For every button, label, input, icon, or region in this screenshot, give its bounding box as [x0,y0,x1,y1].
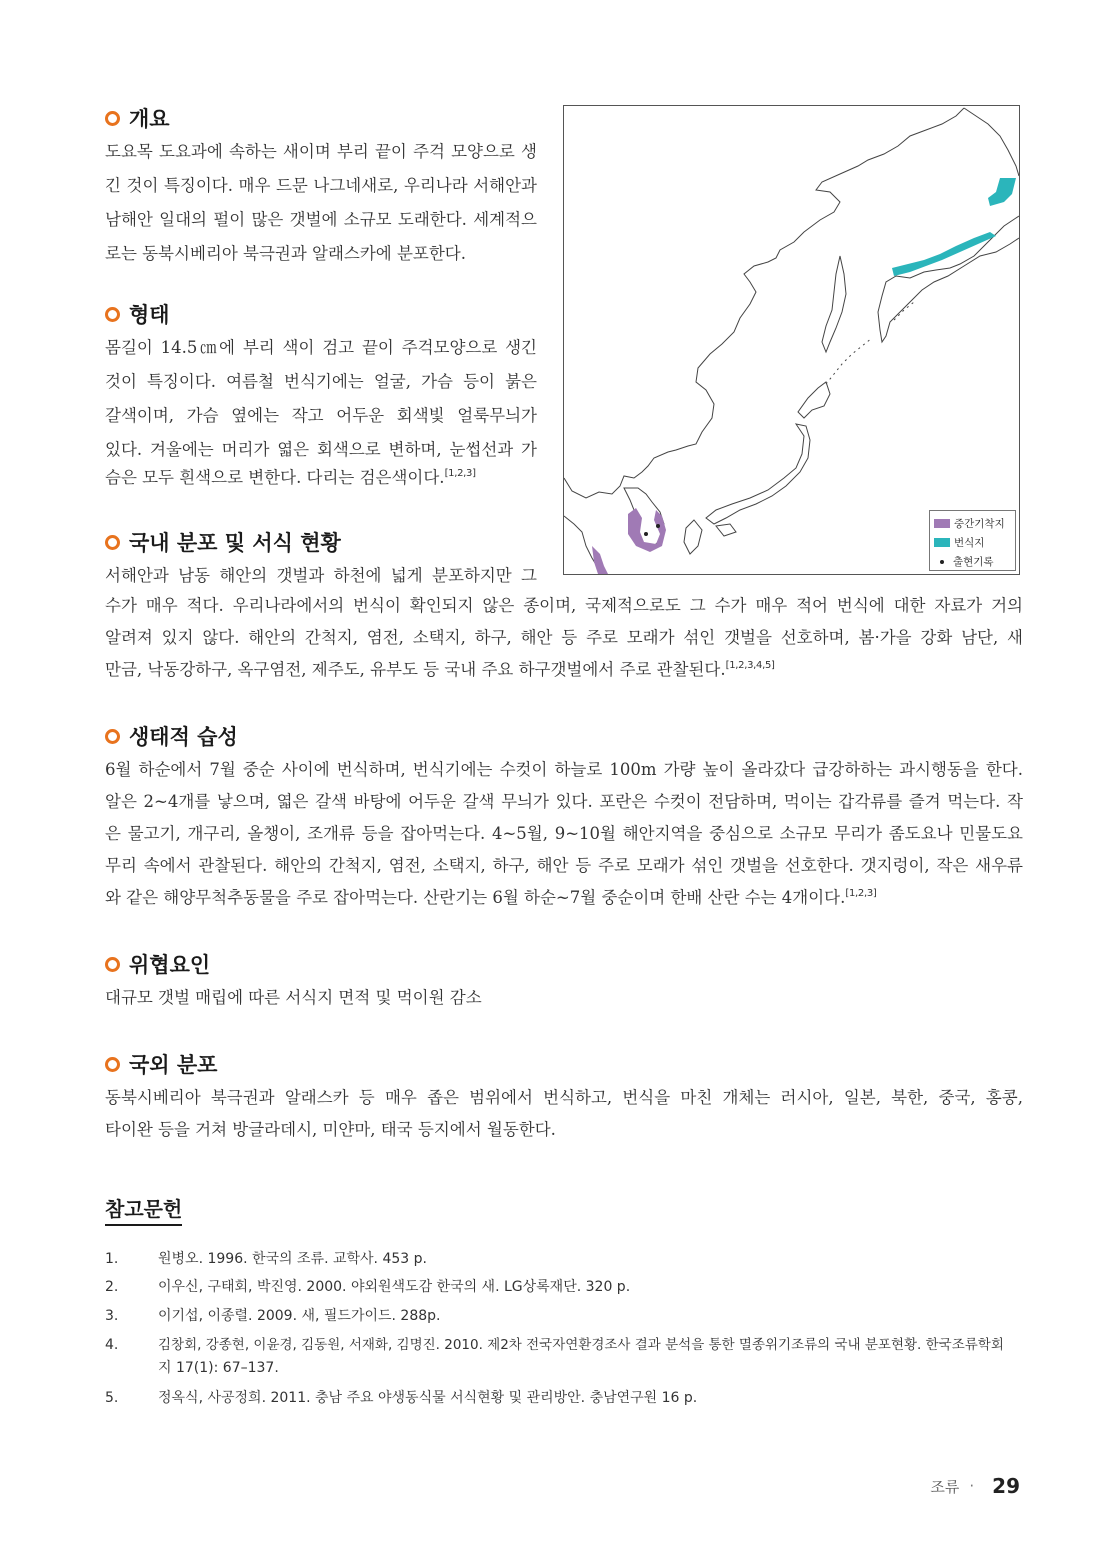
coastline-asia [564,108,964,498]
reference-number: 4. [105,1337,119,1353]
section-title: 개요 [129,107,170,131]
reference-text: 원병오. 1996. 한국의 조류. 교학사. 453 p. [158,1251,427,1267]
reference-number: 1. [105,1251,119,1267]
citation: [1,2,3] [444,468,476,479]
reference-text: 정옥식, 사공정희. 2011. 충남 주요 야생동식물 서식현황 및 관리방안. 충남연구원 16 p. [158,1390,698,1406]
cyan-swatch-icon [934,538,950,547]
text-line: 만금, 낙동강하구, 옥구염전, 제주도, 유부도 등 국내 주요 하구갯벌에서 주로 관찰된다. [105,660,726,679]
map-legend [929,510,1016,571]
coastline-shikoku [716,524,736,536]
reference-text: 지 17(1): 67–137. [158,1360,279,1376]
circle-bullet-icon [105,729,120,744]
coastline-northeast [964,108,1019,176]
legend-label: 출현기록 [953,556,994,568]
dot-icon [940,560,944,564]
text-line-with-citation [105,887,877,909]
citation: [1,2,3] [845,888,877,899]
reference-text: 이기섭, 이종렬. 2009. 새, 필드가이드. 288p. [158,1308,441,1324]
legend-label: 번식지 [954,537,985,549]
text-line: 도요목 도요과에 속하는 새이며 부리 끝이 주걱 모양으로 생 [105,142,537,161]
text-line-with-citation [105,659,775,681]
section-heading-ecology [105,721,238,751]
reference-item [0,1335,1100,1379]
text-line: 남해안 일대의 펄이 많은 갯벌에 소규모 도래한다. 세계적으 [105,210,537,229]
section-heading-threats [105,949,210,979]
breeding-area-coast [892,232,996,276]
sighting-record-dot [656,524,660,528]
section-heading-domestic [105,527,341,557]
reference-number: 3. [105,1308,119,1324]
section-heading-overview [105,103,170,133]
text-line: 6월 하순에서 7월 중순 사이에 번식하며, 번식기에는 수컷이 하늘로 100m 가량 높이 올라갔다 급강하하는 과시행동을 한다. [105,760,1023,779]
text-line: 와 같은 해양무척추동물을 주로 잡아먹는다. 산란기는 6월 하순~7월 중순이며 한배 산란 수는 4개이다. [105,888,846,907]
text-line: 동북시베리아 북극권과 알래스카 등 매우 좁은 범위에서 번식하고, 번식을 마친 개체는 러시아, 일본, 북한, 중국, 홍콩, [105,1088,1023,1107]
text-line-with-citation [105,467,476,489]
map-graphic [564,106,1019,574]
reference-text: 이우신, 구태회, 박진영. 2000. 야외원색도감 한국의 새. LG상록재단. 320 p. [158,1279,631,1295]
coastline-kyushu [684,520,702,554]
purple-swatch-icon [934,519,950,528]
page-number: 29 [992,1474,1020,1498]
circle-bullet-icon [105,111,120,126]
section-title: 형태 [129,303,170,327]
footer-category: 조류 [930,1477,960,1496]
circle-bullet-icon [105,535,120,550]
text-line: 것이 특징이다. 여름철 번식기에는 얼굴, 가슴 등이 붉은 [105,372,537,391]
footer-separator: · [969,1477,975,1495]
legend-item-sighting [934,554,994,569]
reference-number: 2. [105,1279,119,1295]
coastline-kamchatka [878,216,1019,342]
citation: [1,2,3,4,5] [725,660,775,671]
text-line: 알려져 있지 않다. 해안의 간척지, 염전, 소택지, 하구, 해안 등 주로 모래가 섞인 갯벌을 선호하며, 봄·가을 강화 남단, 새 [105,628,1023,647]
legend-item-stopover [934,516,1005,531]
text-line: 갈색이며, 가슴 옆에는 작고 어두운 회색빛 얼룩무늬가 [105,406,537,425]
text-line: 서해안과 남동 해안의 갯벌과 하천에 넓게 분포하지만 그 [105,566,537,585]
legend-item-breeding [934,535,984,550]
text-line: 슴은 모두 흰색으로 변한다. 다리는 검은색이다. [105,468,445,487]
coastline-honshu [706,424,810,524]
text-line: 무리 속에서 관찰된다. 해안의 간척지, 염전, 소택지, 하구, 해안 등 주로 모래가 섞인 갯벌을 선호한다. 갯지렁이, 작은 새우류 [105,856,1023,875]
section-title: 국외 분포 [129,1053,218,1077]
section-heading-morphology [105,299,170,329]
text-line: 긴 것이 특징이다. 매우 드문 나그네새로, 우리나라 서해안과 [105,176,537,195]
breeding-area-chukotka [988,178,1016,206]
stopover-area-korea [628,508,666,552]
circle-bullet-icon [105,307,120,322]
reference-number: 5. [105,1390,119,1406]
section-heading-foreign [105,1049,217,1079]
sighting-record-dot [644,532,648,536]
text-line: 타이완 등을 거쳐 방글라데시, 미얀마, 태국 등지에서 월동한다. [105,1120,556,1139]
page-footer [930,1474,1020,1498]
text-line: 은 물고기, 개구리, 올챙이, 조개류 등을 잡아먹는다. 4~5월, 9~10월 해안지역을 중심으로 소규모 무리가 좀도요나 민물도요 [105,824,1023,843]
stopover-area-china [592,546,608,574]
circle-bullet-icon [105,1057,120,1072]
text-line: 있다. 겨울에는 머리가 엷은 회색으로 변하며, 눈썹선과 가 [105,440,537,459]
references-title: 참고문헌 [105,1193,182,1226]
coastline-hokkaido [798,382,830,418]
distribution-map [563,105,1020,575]
reference-text: 김창회, 강종현, 이윤경, 김동원, 서재화, 김명진. 2010. 제2차 전국자연환경조사 결과 분석을 통한 멸종위기조류의 국내 분포현황. 한국조류학회 [158,1337,1004,1353]
section-title: 생태적 습성 [129,725,238,749]
kuril-islands [826,338,872,384]
section-title: 국내 분포 및 서식 현황 [129,531,341,555]
circle-bullet-icon [105,957,120,972]
text-line: 대규모 갯벌 매립에 따른 서식지 면적 및 먹이원 감소 [105,988,482,1007]
section-title: 위협요인 [129,953,211,977]
text-line: 수가 매우 적다. 우리나라에서의 번식이 확인되지 않은 종이며, 국제적으로도 그 수가 매우 적어 번식에 대한 자료가 거의 [105,596,1023,615]
text-line: 알은 2~4개를 낳으며, 엷은 갈색 바탕에 어두운 갈색 무늬가 있다. 포란은 수컷이 전담하며, 먹이는 갑각류를 즐겨 먹는다. 작 [105,792,1023,811]
coastline-sakhalin [822,256,846,352]
legend-label: 중간기착지 [954,518,1005,530]
text-line: 로는 동북시베리아 북극권과 알래스카에 분포한다. [105,244,466,263]
aleutian-islands [894,302,914,320]
text-line: 몸길이 14.5㎝에 부리 색이 검고 끝이 주걱모양으로 생긴 [105,338,537,357]
